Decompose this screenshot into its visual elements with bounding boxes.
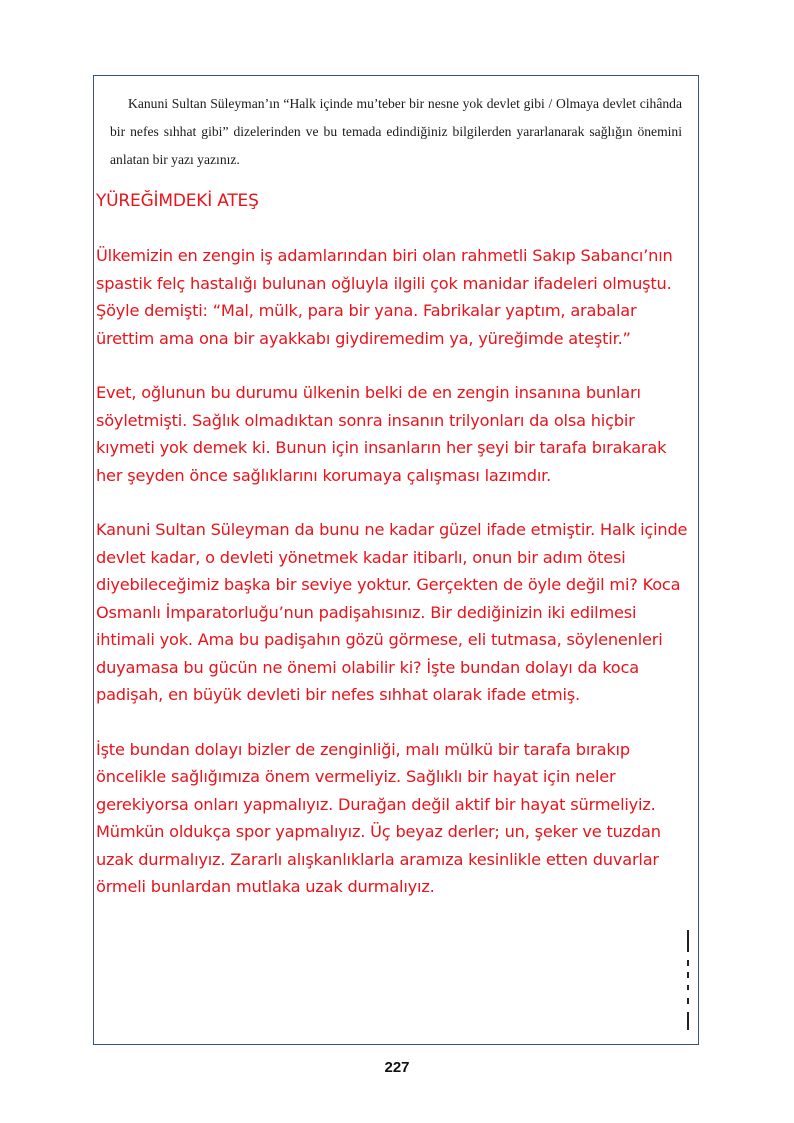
- essay-title: YÜREĞİMDEKİ ATEŞ: [96, 191, 259, 211]
- essay-body: [96, 188, 690, 928]
- writing-prompt: Kanuni Sultan Süleyman’ın “Halk içinde mu’teber bir nesne yok devlet gibi / Olmaya devlet cihânda bir nefes sıhhat gibi” dizelerinden ve bu temada edindiğiniz bilgilerden yararlanarak sağlığın önemini anlatan bir yazı yazınız.: [110, 96, 682, 167]
- essay-paragraph-2: Evet, oğlunun bu durumu ülkenin belki de en zengin insanına bunları söyletmişti. Sağlık olmadıktan sonra insanın trilyonları da olsa hiçbir kıymeti yok demek ki. Bunun için insanların her şeyi bir tarafa bırakarak her şeyden önce sağlıklarını korumaya çalışması lazımdır.: [96, 383, 667, 485]
- essay-paragraph-3: Kanuni Sultan Süleyman da bunu ne kadar güzel ifade etmiştir. Halk içinde devlet kadar, o devleti yönetmek kadar itibarlı, onun bir adım ötesi diyebileceğimiz başka bir seviye yoktur. Gerçekten de öyle değil mi? Koca Osmanlı İmparatorluğu’nun padişahısınız. Bir dediğinizin iki edilmesi ihtimali yok. Ama bu padişahın gözü görmese, eli tutmasa, söylenenleri duyamasa bu gücün ne önemi olabilir ki? İşte bundan dolayı da koca padişah, en büyük devleti bir nefes sıhhat olarak ifade etmiş.: [96, 520, 688, 704]
- essay-paragraph-4: İşte bundan dolayı bizler de zenginliği, malı mülkü bir tarafa bırakıp öncelikle sağlığımıza önem vermeliyiz. Sağlıklı bir hayat için neler gerekiyorsa onları yapmalıyız. Durağan değil aktif bir hayat sürmeliyiz. Mümkün oldukça spor yapmalıyız. Üç beyaz derler; un, şeker ve tuzdan uzak durmalıyız. Zararlı alışkanlıklarla aramıza kesinlikle etten duvarlar örmeli bunlardan mutlaka uzak durmalıyız.: [96, 739, 661, 896]
- margin-dashes: [685, 930, 691, 1030]
- page-number: 227: [384, 1059, 410, 1076]
- essay-paragraph-1: Ülkemizin en zengin iş adamlarından biri olan rahmetli Sakıp Sabancı’nın spastik felç hastalığı bulunan oğluyla ilgili çok manidar ifadeleri olmuştu. Şöyle demişti: “Mal, mülk, para bir yana. Fabrikalar yaptım, arabalar ürettim ama ona bir ayakkabı giydiremedim ya, yüreğimde ateştir.”: [96, 246, 673, 348]
